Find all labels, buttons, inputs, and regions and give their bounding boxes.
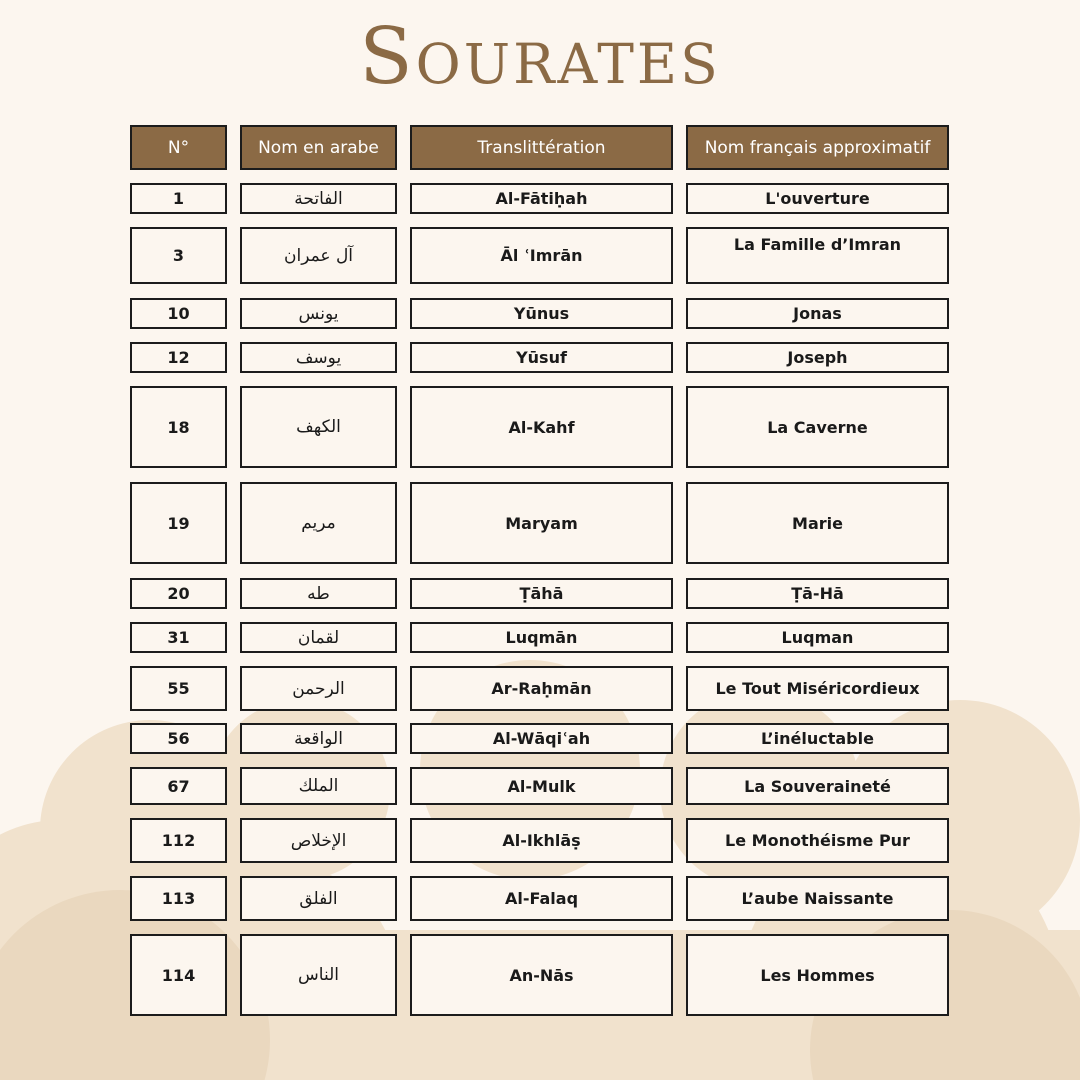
french-name-cell: L’aube Naissante	[686, 876, 949, 921]
number-cell: 10	[130, 298, 227, 329]
number-cell: 20	[130, 578, 227, 609]
transliteration-cell: Āl ʿImrān	[410, 227, 673, 284]
header-transliteration: Translittération	[410, 125, 673, 170]
number-cell: 12	[130, 342, 227, 373]
transliteration-cell: Al-Kahf	[410, 386, 673, 468]
number-cell: 1	[130, 183, 227, 214]
arabic-name-cell: الفلق	[240, 876, 397, 921]
french-name-cell: Le Tout Miséricordieux	[686, 666, 949, 711]
number-cell: 113	[130, 876, 227, 921]
french-name-cell: Jonas	[686, 298, 949, 329]
header-number: N°	[130, 125, 227, 170]
header-arabic-name: Nom en arabe	[240, 125, 397, 170]
number-cell: 56	[130, 723, 227, 754]
arabic-name-cell: الإخلاص	[240, 818, 397, 863]
transliteration-cell: Al-Wāqiʿah	[410, 723, 673, 754]
header-french-name: Nom français approximatif	[686, 125, 949, 170]
arabic-name-cell: الملك	[240, 767, 397, 805]
number-cell: 55	[130, 666, 227, 711]
transliteration-cell: An-Nās	[410, 934, 673, 1016]
number-cell: 112	[130, 818, 227, 863]
transliteration-cell: Al-Falaq	[410, 876, 673, 921]
french-name-cell: La Famille d’Imran	[686, 227, 949, 284]
french-name-cell: Le Monothéisme Pur	[686, 818, 949, 863]
transliteration-cell: Al-Mulk	[410, 767, 673, 805]
french-name-cell: Ṭā-Hā	[686, 578, 949, 609]
french-name-cell: Luqman	[686, 622, 949, 653]
transliteration-cell: Luqmān	[410, 622, 673, 653]
arabic-name-cell: آل عمران	[240, 227, 397, 284]
number-cell: 18	[130, 386, 227, 468]
transliteration-cell: Al-Ikhlāṣ	[410, 818, 673, 863]
arabic-name-cell: لقمان	[240, 622, 397, 653]
page-title: Sourates	[359, 12, 721, 102]
french-name-cell: La Caverne	[686, 386, 949, 468]
french-name-cell: La Souveraineté	[686, 767, 949, 805]
number-cell: 114	[130, 934, 227, 1016]
arabic-name-cell: الواقعة	[240, 723, 397, 754]
french-name-cell: Marie	[686, 482, 949, 564]
number-cell: 67	[130, 767, 227, 805]
arabic-name-cell: يونس	[240, 298, 397, 329]
transliteration-cell: Al-Fātiḥah	[410, 183, 673, 214]
transliteration-cell: Yūnus	[410, 298, 673, 329]
arabic-name-cell: الناس	[240, 934, 397, 1016]
number-cell: 19	[130, 482, 227, 564]
french-name-cell: L'ouverture	[686, 183, 949, 214]
french-name-cell: L’inéluctable	[686, 723, 949, 754]
transliteration-cell: Maryam	[410, 482, 673, 564]
arabic-name-cell: الرحمن	[240, 666, 397, 711]
arabic-name-cell: الكهف	[240, 386, 397, 468]
number-cell: 3	[130, 227, 227, 284]
number-cell: 31	[130, 622, 227, 653]
french-name-cell: Les Hommes	[686, 934, 949, 1016]
transliteration-cell: Yūsuf	[410, 342, 673, 373]
french-name-cell: Joseph	[686, 342, 949, 373]
arabic-name-cell: مريم	[240, 482, 397, 564]
arabic-name-cell: الفاتحة	[240, 183, 397, 214]
arabic-name-cell: طه	[240, 578, 397, 609]
transliteration-cell: Ṭāhā	[410, 578, 673, 609]
arabic-name-cell: يوسف	[240, 342, 397, 373]
transliteration-cell: Ar-Raḥmān	[410, 666, 673, 711]
